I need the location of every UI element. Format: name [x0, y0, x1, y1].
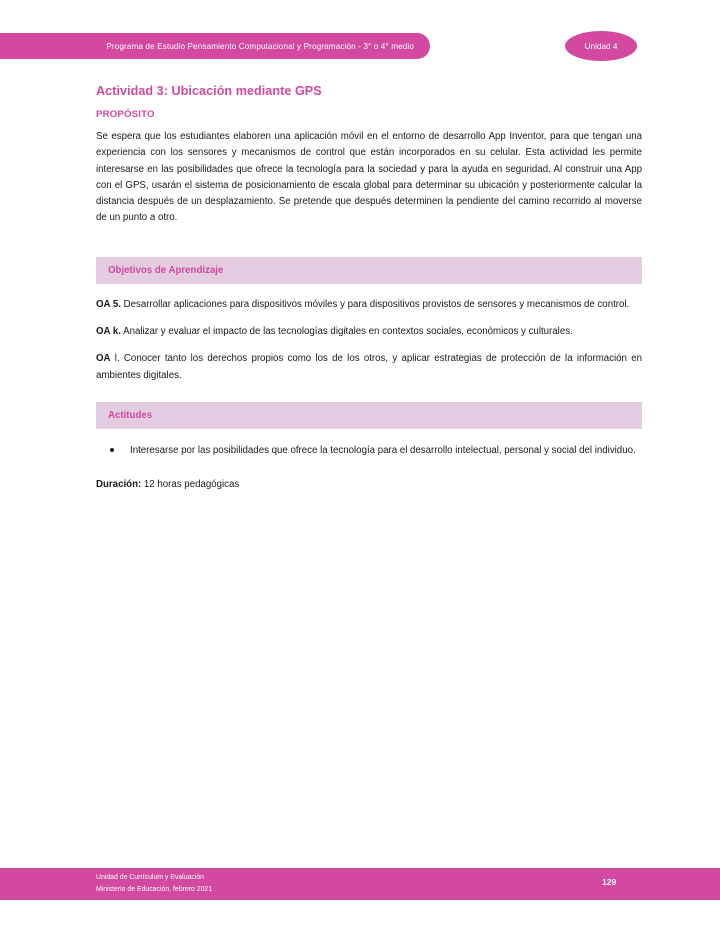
objetivo-text: Analizar y evaluar el impacto de las tecnologías digitales en contextos sociales, económicos y culturales.	[120, 326, 573, 338]
proposito-heading: PROPÓSITO	[96, 109, 155, 120]
actitudes-list	[96, 443, 642, 459]
objetivo-text: l. Conocer tanto los derechos propios como los de los otros, y aplicar estrategias de protección de la información en ambientes digitales.	[96, 353, 642, 381]
footer-credits	[96, 872, 212, 895]
unit-badge	[565, 31, 637, 61]
duracion-value: 12 horas pedagógicas	[141, 479, 240, 491]
footer-line-2: Ministerio de Educación, febrero 2021	[96, 885, 213, 893]
objetivo-item	[96, 351, 642, 384]
page-header	[0, 0, 720, 78]
page-number: 129	[602, 877, 617, 887]
actitud-item	[96, 443, 642, 459]
proposito-paragraph: Se espera que los estudiantes elaboren una aplicación móvil en el entorno de desarrollo App Inventor, para que tengan una experiencia con los sensores y mecanismos de control que están incorporados en su celular. Esta actividad les permite interesarse en las posibilidades que ofrece la tecnología para la sociedad y para la ayuda en seguridad. Al construir una App con el GPS, usarán el sistema de posicionamiento de escala global para determinar su ubicación y posteriormente calcular la distancia después de un desplazamiento. Se pretende que después determinen la pendiente del camino recorrido al moverse de un punto a otro.	[96, 131, 642, 224]
page-footer	[0, 868, 720, 900]
header-banner-text: Programa de Estudio Pensamiento Computacional y Programación - 3° o 4° medio	[106, 41, 414, 51]
objetivo-item	[96, 297, 642, 313]
footer-line-1: Unidad de Currículum y Evaluación	[96, 874, 205, 881]
objetivo-text: Desarrollar aplicaciones para dispositivos móviles y para dispositivos provistos de sensores y mecanismos de control.	[120, 298, 630, 310]
actitudes-section	[96, 402, 642, 459]
objetivos-section	[96, 257, 642, 384]
actitud-text: Interesarse por las posibilidades que ofrece la tecnología para el desarrollo intelectual, personal y social del individuo.	[130, 444, 636, 456]
objetivo-code: OA	[96, 353, 111, 365]
actitudes-band	[96, 402, 642, 429]
bullet-icon	[110, 448, 114, 452]
objetivo-code: OA k.	[96, 326, 121, 338]
unit-badge-label: Unidad 4	[584, 41, 618, 51]
objetivo-code: OA 5.	[96, 298, 121, 310]
actitudes-band-label: Actitudes	[108, 409, 153, 421]
objetivos-list	[96, 297, 642, 384]
page-content	[96, 84, 642, 494]
objetivos-band-label: Objetivos de Aprendizaje	[108, 264, 224, 276]
duracion-label: Duración:	[96, 479, 142, 491]
duracion-line	[96, 477, 642, 493]
activity-title: Actividad 3: Ubicación mediante GPS	[96, 84, 322, 98]
header-banner	[0, 33, 430, 59]
objetivos-band	[96, 257, 642, 284]
objetivo-item	[96, 324, 642, 340]
